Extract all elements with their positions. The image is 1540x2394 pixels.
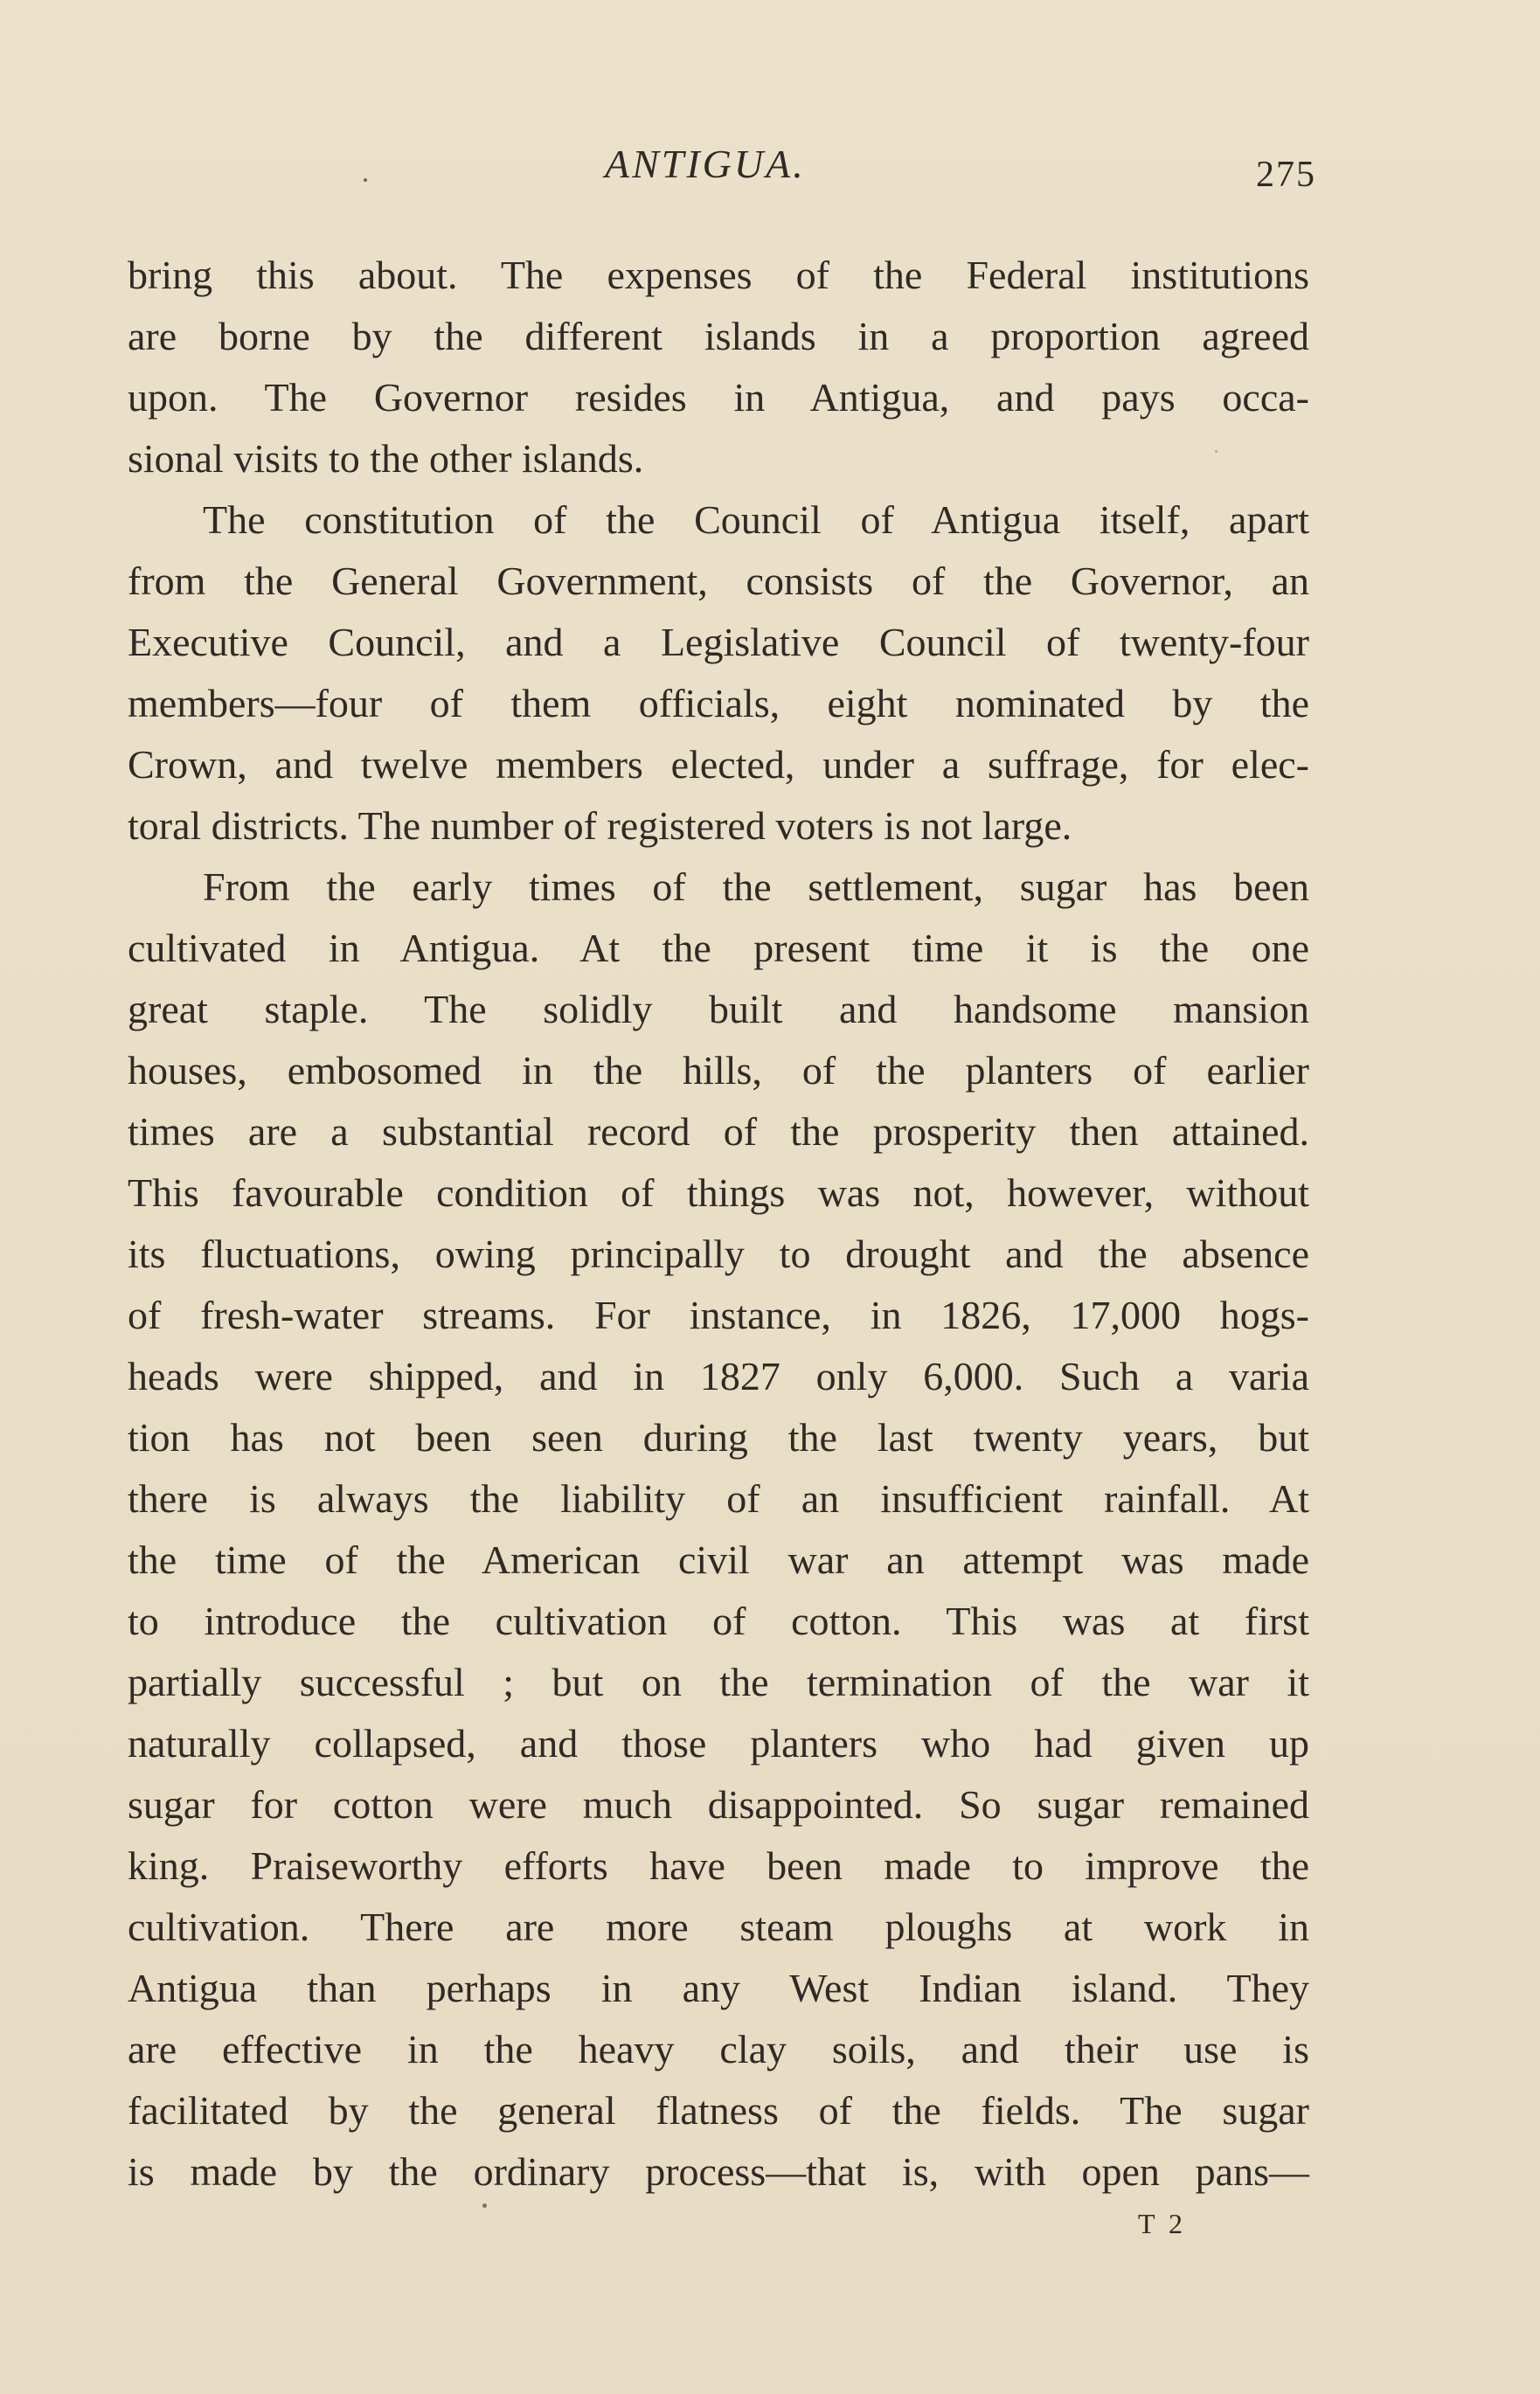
text-line: tion has not been seen during the last twenty years, but — [128, 1415, 1309, 1460]
text-line: From the early times of the settlement, sugar has been — [203, 864, 1309, 909]
text-line: partially successful ; but on the termination of the war it — [128, 1660, 1309, 1704]
text-line: are borne by the different islands in a proportion agreed — [128, 314, 1309, 358]
text-line: Executive Council, and a Legislative Council of twenty-four — [128, 620, 1309, 664]
print-speck — [364, 178, 367, 182]
text-line: from the General Government, consists of the Governor, an — [128, 559, 1309, 603]
printer-signature: T 2 — [1138, 2208, 1186, 2239]
text-line: to introduce the cultivation of cotton. This was at first — [128, 1599, 1309, 1643]
text-line: Antigua than perhaps in any West Indian island. They — [128, 1966, 1309, 2010]
text-line: cultivated in Antigua. At the present time it is the one — [128, 926, 1309, 970]
text-line: members—four of them officials, eight nominated by the — [128, 681, 1309, 725]
text-line: Crown, and twelve members elected, under a suffrage, for elec- — [128, 742, 1309, 787]
text-line: is made by the ordinary process—that is, with open pans— — [128, 2149, 1309, 2194]
body-text — [128, 245, 1309, 2203]
text-line: bring this about. The expenses of the Federal institutions — [128, 253, 1309, 297]
text-line: times are a substantial record of the prosperity then attained. — [128, 1109, 1309, 1154]
text-line: sional visits to the other islands. — [128, 436, 644, 481]
text-line: This favourable condition of things was not, however, without — [128, 1170, 1309, 1215]
text-line: cultivation. There are more steam ploughs at work in — [128, 1905, 1309, 1949]
text-line: The constitution of the Council of Antigua itself, apart — [203, 497, 1309, 542]
text-line: naturally collapsed, and those planters who had given up — [128, 1721, 1309, 1766]
text-line: of fresh-water streams. For instance, in 1826, 17,000 hogs- — [128, 1293, 1309, 1337]
running-head — [0, 138, 1540, 195]
text-line: its fluctuations, owing principally to drought and the absence — [128, 1232, 1309, 1276]
page-number: 275 — [1256, 155, 1316, 195]
text-line: facilitated by the general flatness of the fields. The sugar — [128, 2088, 1309, 2133]
text-line: there is always the liability of an insufficient rainfall. At — [128, 1476, 1309, 1521]
text-line: king. Praiseworthy efforts have been made to improve the — [128, 1843, 1309, 1888]
print-speck — [482, 2203, 487, 2208]
text-line: great staple. The solidly built and handsome mansion — [128, 987, 1309, 1031]
running-title: ANTIGUA. — [605, 142, 806, 186]
text-line: the time of the American civil war an attempt was made — [128, 1537, 1309, 1582]
print-speck — [1215, 450, 1217, 453]
text-line: heads were shipped, and in 1827 only 6,000. Such a varia — [128, 1354, 1309, 1398]
text-line: are effective in the heavy clay soils, and their use is — [128, 2027, 1309, 2071]
text-line: houses, embosomed in the hills, of the planters of earlier — [128, 1048, 1309, 1093]
text-line: upon. The Governor resides in Antigua, and pays occa- — [128, 375, 1309, 420]
text-line: sugar for cotton were much disappointed. So sugar remained — [128, 1782, 1309, 1827]
text-line: toral districts. The number of registered voters is not large. — [128, 803, 1072, 848]
